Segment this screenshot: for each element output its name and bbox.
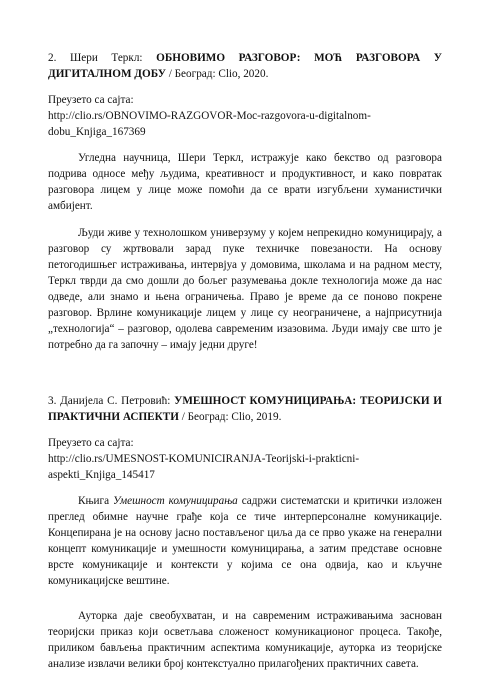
book-title-italic: Умешност комуницирања — [113, 495, 238, 508]
source-label: Преузето са сајта: — [48, 437, 134, 450]
entry-publisher: / Београд: Clio, 2020. — [168, 68, 269, 80]
entry-title: ОБНОВИМО РАЗГОВОР: МОЋ РАЗГОВОРА У ДИГИТАЛНОМ ДОБУ — [48, 52, 442, 80]
source-url-line-1: http://clio.rs/UMESNOST-KOMUNICIRANJA-Teorijski-i-prakticni- — [48, 453, 360, 466]
entry-heading — [48, 393, 442, 425]
entry-number: 3. — [48, 395, 57, 408]
entry-paragraph-1 — [48, 493, 442, 589]
entry-paragraph-2: Људи живе у технолошком универзуму у којем непрекидно комуницирају, а разговор су жртвовали зарад пуке техничке повезаности. На основу петогодишњег истраживања, интервјуа у домовима, школама и на радном месту, Теркл тврди да смо дошли до бољег разумевања докле технологија може да нас одведе, али знамо и њена ограничења. Право је време да се поново покрене разговор. Врлине комуникације лицем у лице су неограничене, а најприсутнија „технологија“ – разговор, одолева савременим изазовима. Људи имају све што је потребно да га започну – имају једни друге! — [48, 227, 442, 352]
entry-paragraph-1: Угледна научница, Шери Теркл, истражује како бекство од разговора подрива односе међу људима, креативност и продуктивност, и како повратак разговора лицем у лице може помоћи да се врати изгубљени хуманистички амбијент. — [48, 152, 442, 212]
entry-heading — [48, 50, 442, 82]
entry-source — [48, 435, 442, 483]
document-page — [48, 50, 442, 683]
entry-source — [48, 92, 442, 140]
book-entry-2 — [48, 50, 442, 353]
entry-paragraph-2: Ауторка даје свеобухватан, и на савременим истраживањима заснован теоријски приказ који осветљава сложеност комуникационог процеса. Такође, приликом бављења практичним аспектима комуникације, ауторка из теоријске анализе извлачи велики број контекстуално прилагођених практичних савета. — [48, 610, 442, 671]
entry-publisher: / Београд: Clio, 2019. — [181, 411, 282, 424]
source-label: Преузето са сајта: — [48, 94, 134, 106]
book-entry-3 — [48, 393, 442, 672]
entry-author: Шери Теркл: — [70, 52, 143, 64]
source-url-line-2: aspekti_Knjiga_145417 — [48, 469, 155, 482]
entry-title: УМЕШНОСТ КОМУНИЦИРАЊА: ТЕОРИЈСКИ И ПРАКТИЧНИ АСПЕКТИ — [48, 395, 442, 424]
paragraph-rest: садржи систематски и критички изложен преглед обимне научне грађе која се тиче интерперсоналне комуникације. Концепирана је на основу јасно постављеног циља да се прво укаже на генерални концепт комуникације и умешности комуницирања, а затим представе основне врсте комуникације и контексти у којима се она одвија, као и кључне комуникацијске вештине. — [48, 495, 443, 588]
source-url-line-1: http://clio.rs/OBNOVIMO-RAZGOVOR-Moc-razgovora-u-digitalnom- — [48, 110, 371, 122]
source-url-line-2: dobu_Knjiga_167369 — [48, 126, 146, 138]
entry-number: 2. — [48, 52, 57, 64]
book-word: Књига — [78, 495, 110, 508]
entry-author: Данијела С. Петровић: — [60, 395, 171, 408]
